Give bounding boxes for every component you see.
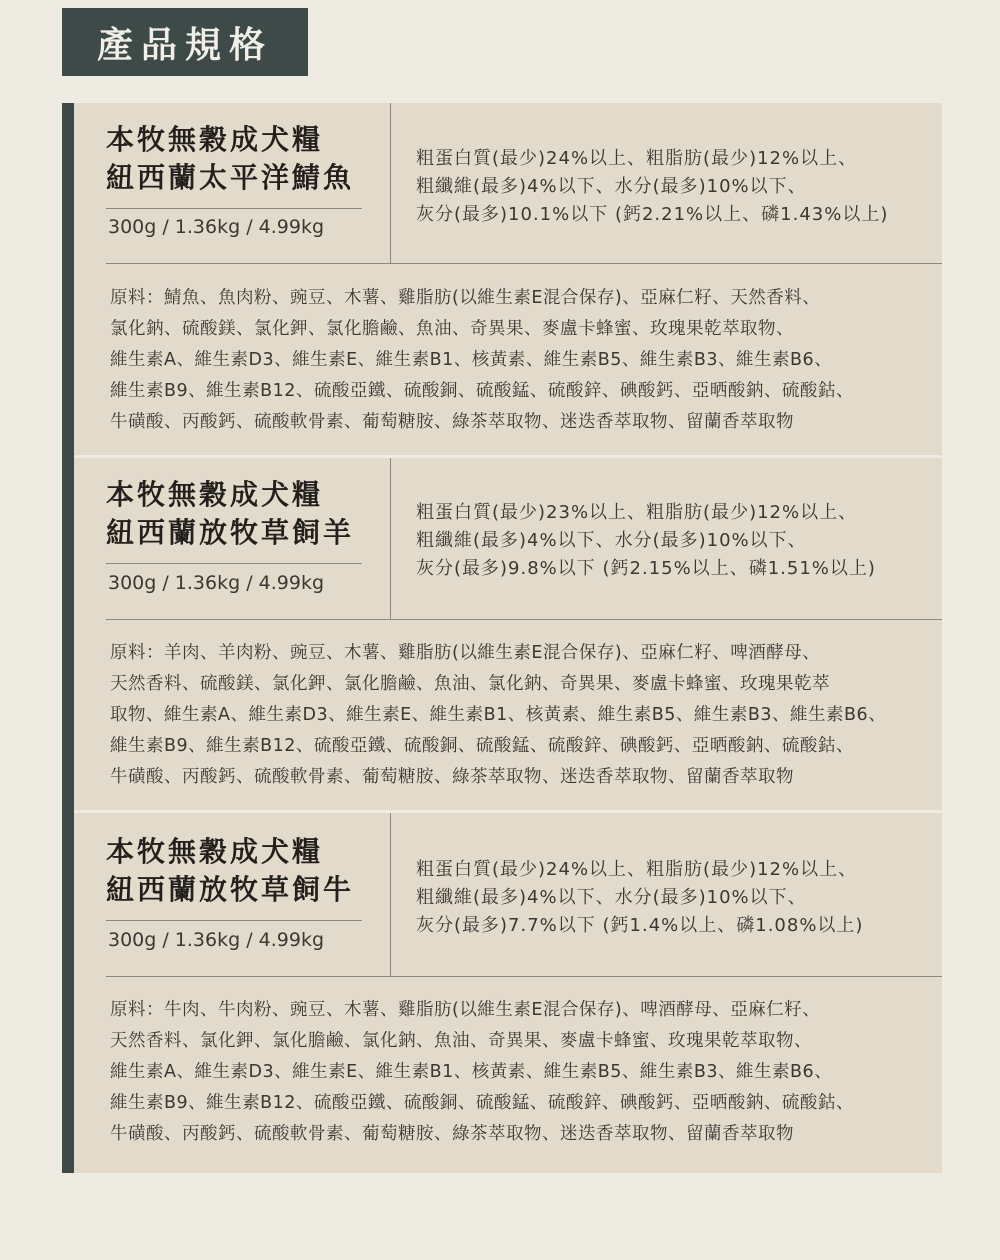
- ingredients-line: 維生素A、維生素D3、維生素E、維生素B1、核黃素、維生素B5、維生素B3、維生素B6、: [110, 1062, 833, 1082]
- ingredients-line: 天然香料、氯化鉀、氯化膽鹼、氯化鈉、魚油、奇異果、麥盧卡蜂蜜、玫瑰果乾萃取物、: [110, 1031, 812, 1051]
- ingredients-line: 氯化鈉、硫酸鎂、氯化鉀、氯化膽鹼、魚油、奇異果、麥盧卡蜂蜜、玫瑰果乾萃取物、: [110, 319, 794, 339]
- nutrition-facts: [416, 499, 876, 583]
- product-name-line1: 本牧無穀成犬糧: [106, 478, 324, 511]
- ingredients-line: 牛磺酸、丙酸鈣、硫酸軟骨素、葡萄糖胺、綠茶萃取物、迷迭香萃取物、留蘭香萃取物: [110, 767, 794, 787]
- section-divider: [74, 455, 942, 458]
- name-divider: [106, 563, 362, 564]
- name-divider: [106, 920, 362, 921]
- package-sizes: 300g / 1.36kg / 4.99kg: [108, 929, 325, 951]
- ingredients-line: 維生素A、維生素D3、維生素E、維生素B1、核黃素、維生素B5、維生素B3、維生素B6、: [110, 350, 833, 370]
- product-name-line2: 紐西蘭放牧草飼羊: [106, 516, 355, 549]
- ingredients-line: 維生素B9、維生素B12、硫酸亞鐵、硫酸銅、硫酸錳、硫酸鋅、碘酸鈣、亞晒酸鈉、硫酸鈷、: [110, 1093, 854, 1113]
- package-sizes: 300g / 1.36kg / 4.99kg: [108, 216, 325, 238]
- column-divider: [390, 458, 391, 620]
- ingredients-list: [110, 283, 930, 438]
- ingredients-divider: [106, 619, 942, 620]
- column-divider: [390, 103, 391, 263]
- nutrition-line: 粗蛋白質(最少)24%以上、粗脂肪(最少)12%以上、: [416, 859, 858, 880]
- nutrition-line: 粗蛋白質(最少)23%以上、粗脂肪(最少)12%以上、: [416, 502, 858, 523]
- package-sizes: 300g / 1.36kg / 4.99kg: [108, 572, 325, 594]
- ingredients-divider: [106, 263, 942, 264]
- ingredients-line: 原料：鯖魚、魚肉粉、豌豆、木薯、雞脂肪(以維生素E混合保存)、亞麻仁籽、天然香料、: [110, 288, 821, 308]
- ingredients-line: 牛磺酸、丙酸鈣、硫酸軟骨素、葡萄糖胺、綠茶萃取物、迷迭香萃取物、留蘭香萃取物: [110, 1124, 794, 1144]
- ingredients-line: 維生素B9、維生素B12、硫酸亞鐵、硫酸銅、硫酸錳、硫酸鋅、碘酸鈣、亞晒酸鈉、硫酸鈷、: [110, 381, 854, 401]
- nutrition-facts: [416, 145, 888, 229]
- spec-panel: [62, 103, 942, 1173]
- nutrition-line: 粗蛋白質(最少)24%以上、粗脂肪(最少)12%以上、: [416, 148, 858, 169]
- accent-bar: [62, 103, 74, 1173]
- name-divider: [106, 208, 362, 209]
- nutrition-line: 灰分(最多)10.1%以下 (鈣2.21%以上、磷1.43%以上): [416, 204, 889, 225]
- section-title: 產品規格: [62, 8, 308, 76]
- product-name: [106, 121, 366, 197]
- product-name-line1: 本牧無穀成犬糧: [106, 835, 324, 868]
- ingredients-line: 牛磺酸、丙酸鈣、硫酸軟骨素、葡萄糖胺、綠茶萃取物、迷迭香萃取物、留蘭香萃取物: [110, 412, 794, 432]
- nutrition-line: 粗纖維(最多)4%以下、水分(最多)10%以下、: [416, 176, 807, 197]
- product-name: [106, 476, 366, 552]
- ingredients-line: 天然香料、硫酸鎂、氯化鉀、氯化膽鹼、魚油、氯化鈉、奇異果、麥盧卡蜂蜜、玫瑰果乾萃: [110, 674, 830, 694]
- ingredients-list: [110, 995, 930, 1150]
- ingredients-line: 取物、維生素A、維生素D3、維生素E、維生素B1、核黃素、維生素B5、維生素B3、維生素B6、: [110, 705, 887, 725]
- ingredients-list: [110, 638, 930, 793]
- nutrition-line: 粗纖維(最多)4%以下、水分(最多)10%以下、: [416, 530, 807, 551]
- nutrition-line: 灰分(最多)9.8%以下 (鈣2.15%以上、磷1.51%以上): [416, 558, 876, 579]
- product-name-line1: 本牧無穀成犬糧: [106, 123, 324, 156]
- section-divider: [74, 810, 942, 813]
- nutrition-line: 粗纖維(最多)4%以下、水分(最多)10%以下、: [416, 887, 807, 908]
- nutrition-facts: [416, 856, 863, 940]
- ingredients-line: 原料：羊肉、羊肉粉、豌豆、木薯、雞脂肪(以維生素E混合保存)、亞麻仁籽、啤酒酵母、: [110, 643, 821, 663]
- ingredients-line: 原料：牛肉、牛肉粉、豌豆、木薯、雞脂肪(以維生素E混合保存)、啤酒酵母、亞麻仁籽、: [110, 1000, 821, 1020]
- product-name-line2: 紐西蘭太平洋鯖魚: [106, 161, 355, 194]
- product-name: [106, 833, 366, 909]
- nutrition-line: 灰分(最多)7.7%以下 (鈣1.4%以上、磷1.08%以上): [416, 915, 864, 936]
- ingredients-divider: [106, 976, 942, 977]
- column-divider: [390, 813, 391, 977]
- ingredients-line: 維生素B9、維生素B12、硫酸亞鐵、硫酸銅、硫酸錳、硫酸鋅、碘酸鈣、亞晒酸鈉、硫酸鈷、: [110, 736, 854, 756]
- product-name-line2: 紐西蘭放牧草飼牛: [106, 873, 355, 906]
